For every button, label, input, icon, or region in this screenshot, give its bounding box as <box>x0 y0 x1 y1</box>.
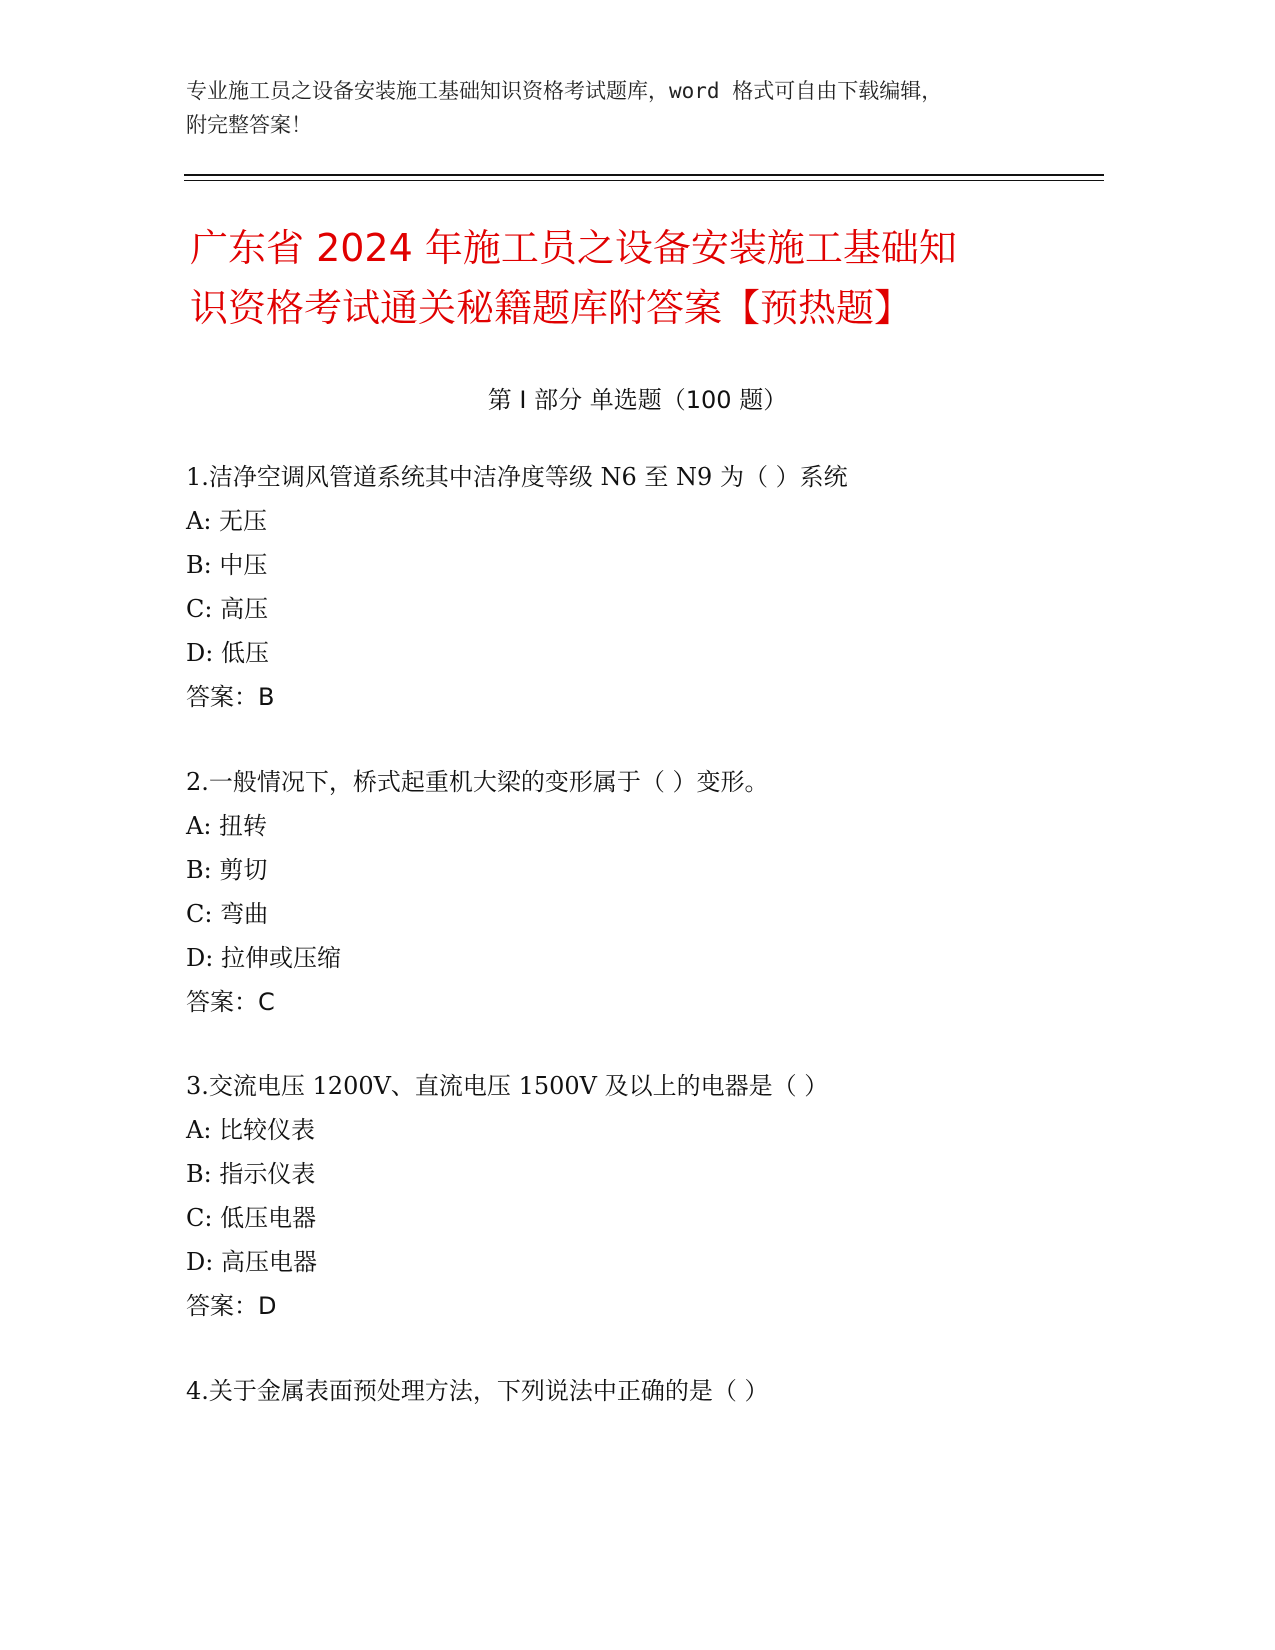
option-b: B: 剪切 <box>186 856 268 884</box>
header-note <box>186 74 1086 142</box>
document-title-line-1: 广东省 2024 年施工员之设备安装施工基础知 <box>190 226 957 270</box>
option-c: C: 低压电器 <box>186 1204 317 1232</box>
question-stem: 1.洁净空调风管道系统其中洁净度等级 N6 至 N9 为（ ）系统 <box>186 463 848 491</box>
section-heading: 第 I 部分 单选题（100 题） <box>487 386 788 414</box>
header-note-line-1: 专业施工员之设备安装施工基础知识资格考试题库，word 格式可自由下载编辑， <box>186 79 943 103</box>
option-b: B: 中压 <box>186 551 268 579</box>
answer: 答案：C <box>186 988 275 1016</box>
document-title-line-2: 识资格考试通关秘籍题库附答案【预热题】 <box>190 286 913 330</box>
option-a: A: 扭转 <box>186 812 268 840</box>
option-c: C: 弯曲 <box>186 900 269 928</box>
header-divider <box>184 174 1104 176</box>
option-d: D: 拉伸或压缩 <box>186 944 341 972</box>
option-c: C: 高压 <box>186 595 269 623</box>
option-d: D: 低压 <box>186 639 269 667</box>
question-1 <box>186 462 1106 726</box>
question-3 <box>186 1071 1106 1335</box>
question-4 <box>186 1376 1106 1420</box>
question-stem: 3.交流电压 1200V、直流电压 1500V 及以上的电器是（ ） <box>186 1072 829 1100</box>
question-2 <box>186 767 1106 1031</box>
option-d: D: 高压电器 <box>186 1248 317 1276</box>
question-stem: 2.一般情况下，桥式起重机大梁的变形属于（ ）变形。 <box>186 768 769 796</box>
question-stem: 4.关于金属表面预处理方法，下列说法中正确的是（ ） <box>186 1377 769 1405</box>
answer: 答案：D <box>186 1292 277 1320</box>
document-title <box>190 218 1070 338</box>
option-a: A: 比较仪表 <box>186 1116 316 1144</box>
option-b: B: 指示仪表 <box>186 1160 316 1188</box>
answer: 答案：B <box>186 683 275 711</box>
header-note-line-2: 附完整答案！ <box>186 113 312 137</box>
header-divider-thin <box>184 180 1104 181</box>
option-a: A: 无压 <box>186 507 268 535</box>
